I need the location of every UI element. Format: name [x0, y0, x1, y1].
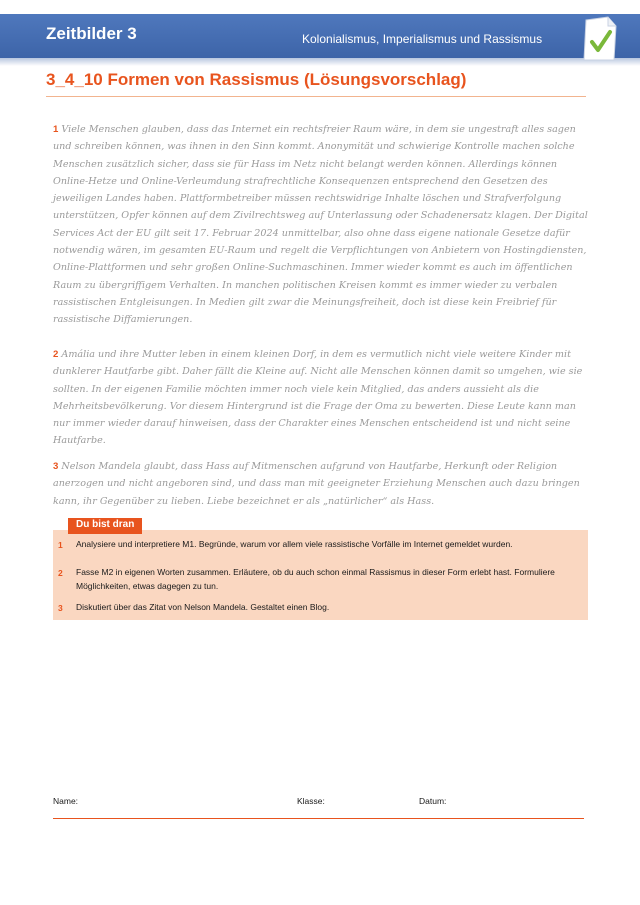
- chapter-topic: Kolonialismus, Imperialismus und Rassismus: [302, 32, 543, 46]
- title-divider: [46, 96, 586, 97]
- paragraph-number: 2: [53, 349, 59, 360]
- class-label: Klasse:: [297, 796, 325, 806]
- paragraph-3: [53, 458, 589, 510]
- task-number: 2: [58, 568, 63, 578]
- paragraph-number: 3: [53, 461, 59, 472]
- document-check-icon: [578, 14, 622, 64]
- name-label: Name:: [53, 796, 79, 806]
- paragraph-2: [53, 346, 589, 450]
- page-title: 3_4_10 Formen von Rassismus (Lösungsvorschlag): [46, 70, 467, 89]
- paragraph-text: Nelson Mandela glaubt, dass Hass auf Mitmenschen aufgrund von Hautfarbe, Herkunft oder Religion anerzogen und nicht angeboren sind, und dass man mit geeigneter Erziehung Menschen auch dazu bringen kann, ihr Gegenüber zu lieben. Liebe bezeichnet er als „natürlicher“ als Hass.: [53, 461, 580, 507]
- task-heading-label: Du bist dran: [76, 519, 135, 530]
- task-box-heading: [68, 518, 142, 534]
- task-text: Fasse M2 in eigenen Worten zusammen. Erläutere, ob du auch schon einmal Rassismus in dieser Form erlebt hast. Formuliere Möglichkeiten, etwas dagegen zu tun.: [76, 567, 555, 591]
- page-header: [0, 0, 640, 64]
- book-title: Zeitbilder 3: [46, 24, 137, 43]
- paragraph-text: Viele Menschen glauben, dass das Internet ein rechtsfreier Raum wäre, in dem sie ungestraft alles sagen und schreiben können, was ihnen in den Sinn kommt. Anonymität und schwierige Kontrolle machen solche Menschen zusätzlich sicher, dass sie für Hass im Netz nicht belangt werden können. Allerdings können Online-Hetze und Online-Verleumdung strafrechtliche Konsequenzen entsprechend den Gesetzen des jeweiligen Landes haben. Plattformbetreiber müssen rechtswidrige Inhalte löschen und Strafverfolgung unterstützen, Opfer können auf dem Zivilrechtsweg auf Unterlassung oder Schadenersatz klagen. Der Digital Services Act der EU gilt seit 17. Februar 2024 unmittelbar, also ohne dass eigene nationale Gesetze dafür notwendig wären, im gesamten EU-Raum und regelt die Verpflichtungen von Anbietern von Hostingdiensten, Online-Plattformen und sehr großen Online-Suchmaschinen. Immer wieder kommt es auch im öffentlichen Raum zu übergriffigem Verhalten. In manchen politischen Kreisen kommt es immer wieder zu verbalen rassistischen Entgleisungen. In Medien gilt zwar die Meinungsfreiheit, doch ist diese kein Freibrief für rassistische Diffamierungen.: [53, 124, 588, 326]
- header-shadow: [0, 58, 640, 66]
- task-text: Analysiere und interpretiere M1. Begründe, warum vor allem viele rassistische Vorfälle im Internet gemeldet wurden.: [76, 539, 513, 549]
- task-number: 3: [58, 603, 63, 613]
- task-text: Diskutiert über das Zitat von Nelson Mandela. Gestaltet einen Blog.: [76, 602, 330, 612]
- task-number: 1: [58, 540, 63, 550]
- paragraph-number: 1: [53, 124, 59, 135]
- date-label: Datum:: [419, 796, 447, 806]
- footer-divider: [53, 818, 584, 819]
- paragraph-1: [53, 121, 589, 329]
- paragraph-text: Amália und ihre Mutter leben in einem kleinen Dorf, in dem es vermutlich nicht viele weitere Kinder mit dunklerer Hautfarbe gibt. Daher fällt die Kleine auf. Nicht alle Menschen können damit so umgehen, wie sie sollten. In der eigenen Familie möchten immer noch viele kein Mitglied, das anders aussieht als die Mehrheitsbevölkerung. Vor diesem Hintergrund ist die Frage der Oma zu bewerten. Diese Leute kann man nur immer wieder darauf hinweisen, dass der Charakter eines Menschen entscheidend ist und nicht seine Hautfarbe.: [53, 349, 583, 447]
